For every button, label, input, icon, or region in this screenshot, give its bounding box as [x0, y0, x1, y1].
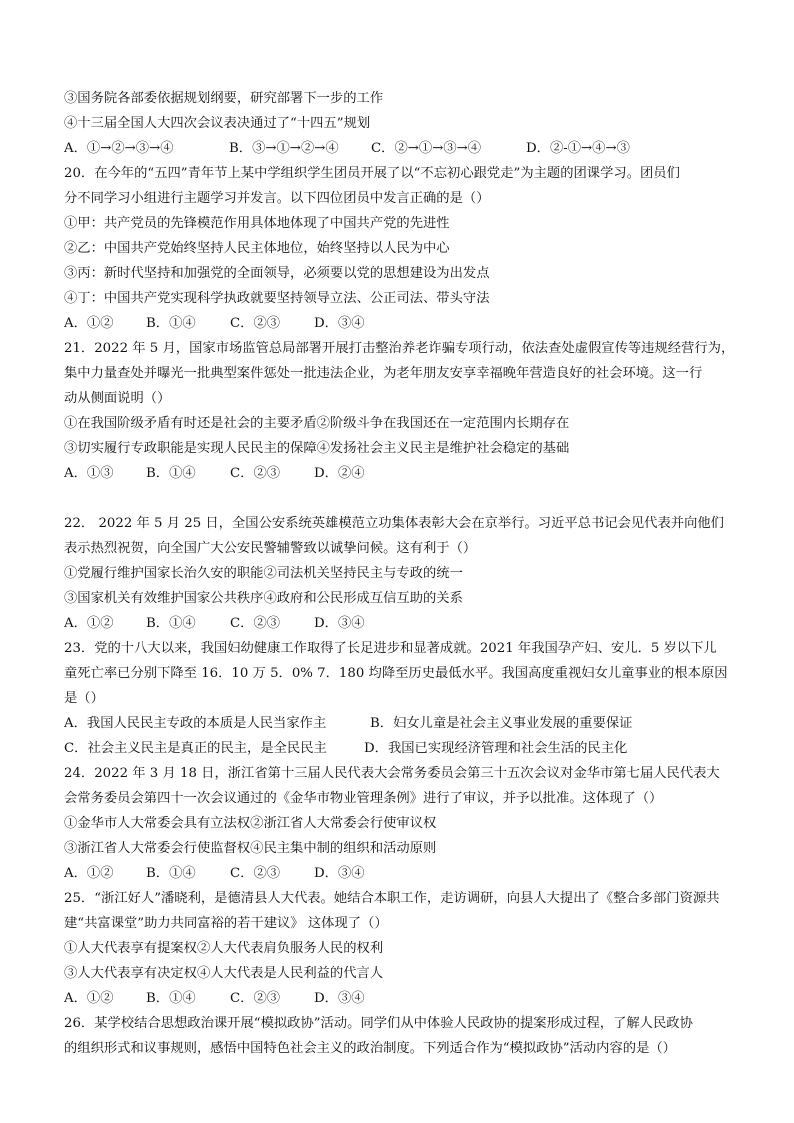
q25-options: [64, 988, 744, 1010]
q20-options: [64, 313, 744, 335]
q21-options: [64, 463, 744, 485]
q23-options-row-2: [64, 738, 744, 760]
q21-option-c: C．②③: [230, 466, 281, 481]
q19-option-c: C．②→①→③→④: [371, 141, 482, 156]
q22-stem-line-2: 表示热烈祝贺，向全国广大公安民警辅警致以诚挚问候。这有利于（）: [64, 541, 477, 556]
q20-option-d: D．③④: [314, 316, 365, 331]
q19-item-3: ③国务院各部委依据规划纲要，研究部署下一步的工作: [64, 91, 384, 106]
q22-stem-line-1: 22． 2022 年 5 月 25 日，全国公安系统英雄模范立功集体表彰大会在京举行。习近平总书记会见代表并向他们: [64, 516, 724, 531]
q19-option-d: D．②-①→④→③: [526, 141, 630, 156]
q23-stem-line-2: 童死亡率已分别下降至 16．10 万 5．0% 7．180 均降至历史最低水平。我国高度重视妇女儿童事业的根本原因: [64, 666, 728, 681]
q25-option-b: B．①④: [146, 991, 196, 1006]
q25-option-c: C．②③: [230, 991, 281, 1006]
q20-item-2: ②乙：中国共产党始终坚持人民主体地位，始终坚持以人民为中心: [64, 241, 450, 256]
q26-stem-line-2: 的组织形式和议事规则，感悟中国特色社会主义的政治制度。下列适合作为“模拟政协”活动内容的是（）: [64, 1041, 676, 1056]
q25-items-3-4: ③人大代表享有决定权④人大代表是人民利益的代言人: [64, 966, 384, 981]
q22-items-3-4: ③国家机关有效维护国家公共秩序④政府和公民形成互信互助的关系: [64, 591, 463, 606]
q21-stem-line-1: 21．2022 年 5 月，国家市场监管总局部署开展打击整治养老诈骗专项行动，依法查处虚假宣传等违规经营行为，: [64, 341, 735, 356]
q24-option-c: C．②③: [230, 866, 281, 881]
q20-option-b: B．①④: [146, 316, 196, 331]
q20-option-a: A．①②: [64, 316, 114, 331]
q24-option-a: A．①②: [64, 866, 114, 881]
q19-option-b: B．③→①→②→④: [229, 141, 339, 156]
q25-stem-line-1: 25．“浙江好人”潘晓利，是德清县人大代表。她结合本职工作，走访调研，向县人大提出了《整合多部门资源共: [64, 891, 720, 906]
q25-stem-line-2: 建“共富课堂”助力共同富裕的若干建议》 这体现了（）: [64, 916, 388, 931]
q24-stem-line-1: 24．2022 年 3 月 18 日，浙江省第十三届人民代表大会常务委员会第三十五次会议对金华市第七届人民代表大: [64, 766, 720, 781]
q19-options: [64, 138, 744, 160]
q24-options: [64, 863, 744, 885]
q26-stem-line-1: 26．某学校结合思想政治课开展“模拟政协”活动。同学们从中体验人民政协的提案形成过程，了解人民政协: [64, 1016, 693, 1031]
q22-options: [64, 613, 744, 635]
q23-option-b: B．妇女儿童是社会主义事业发展的重要保证: [370, 716, 633, 731]
q22-option-c: C．②③: [230, 616, 281, 631]
q19-item-4: ④十三届全国人大四次会议表决通过了“十四五”规划: [64, 116, 371, 131]
q19-option-a: A．①→②→③→④: [64, 141, 174, 156]
q21-option-b: B．①④: [146, 466, 196, 481]
q22-items-1-2: ①党履行维护国家长治久安的职能②司法机关坚持民主与专政的统一: [64, 566, 463, 581]
q20-stem-line-1: 20．在今年的“五四”青年节上某中学组织学生团员开展了以“不忘初心跟党走”为主题的团课学习。团员们: [64, 166, 680, 181]
q20-item-4: ④丁：中国共产党实现科学执政就要坚持领导立法、公正司法、带头守法: [64, 291, 490, 306]
q25-option-d: D．③④: [314, 991, 365, 1006]
q23-option-c: C．社会主义民主是真正的民主，是全民民主: [64, 741, 327, 756]
q21-option-a: A．①③: [64, 466, 114, 481]
q21-stem-line-3: 动从侧面说明（）: [64, 391, 171, 406]
q22-option-d: D．③④: [314, 616, 365, 631]
q25-option-a: A．①②: [64, 991, 114, 1006]
q24-items-3-4: ③浙江省人大常委会行使监督权④民主集中制的组织和活动原则: [64, 841, 437, 856]
q21-option-d: D．②④: [314, 466, 365, 481]
q21-items-3-4: ③切实履行专政职能是实现人民民主的保障④发扬社会主义民主是维护社会稳定的基础: [64, 441, 570, 456]
q20-item-3: ③丙：新时代坚持和加强党的全面领导，必须要以党的思想建设为出发点: [64, 266, 490, 281]
q20-stem-line-2: 分不同学习小组进行主题学习并发言。以下四位团员中发言正确的是（）: [64, 191, 490, 206]
q23-option-a: A．我国人民民主专政的本质是人民当家作主: [64, 716, 327, 731]
q20-item-1: ①甲：共产党员的先锋模范作用具体地体现了中国共产党的先进性: [64, 216, 450, 231]
q24-option-d: D．③④: [314, 866, 365, 881]
q23-options-row-1: [64, 713, 744, 735]
q25-items-1-2: ①人大代表享有提案权②人大代表肩负服务人民的权利: [64, 941, 384, 956]
q24-stem-line-2: 会常务委员会第四十一次会议通过的《金华市物业管理条例》进行了审议，并予以批准。这体现了（）: [64, 791, 663, 806]
q20-option-c: C．②③: [230, 316, 281, 331]
q21-items-1-2: ①在我国阶级矛盾有时还是社会的主要矛盾②阶级斗争在我国还在一定范围内长期存在: [64, 416, 570, 431]
q23-stem-line-3: 是（）: [64, 691, 104, 706]
q23-stem-line-1: 23．党的十八大以来，我国妇幼健康工作取得了长足进步和显著成就。2021 年我国孕产妇、安儿．5 岁以下儿: [64, 641, 717, 656]
q21-stem-line-2: 集中力量查处并曝光一批典型案件惩处一批违法企业，为老年朋友安享幸福晚年营造良好的社会环境。这一行: [64, 366, 703, 381]
q22-option-b: B．①④: [146, 616, 196, 631]
q24-items-1-2: ①金华市人大常委会具有立法权②浙江省人大常委会行使审议权: [64, 816, 437, 831]
q23-option-d: D．我国已实现经济管理和社会生活的民主化: [364, 741, 628, 756]
q22-option-a: A．①②: [64, 616, 114, 631]
q24-option-b: B．①④: [146, 866, 196, 881]
